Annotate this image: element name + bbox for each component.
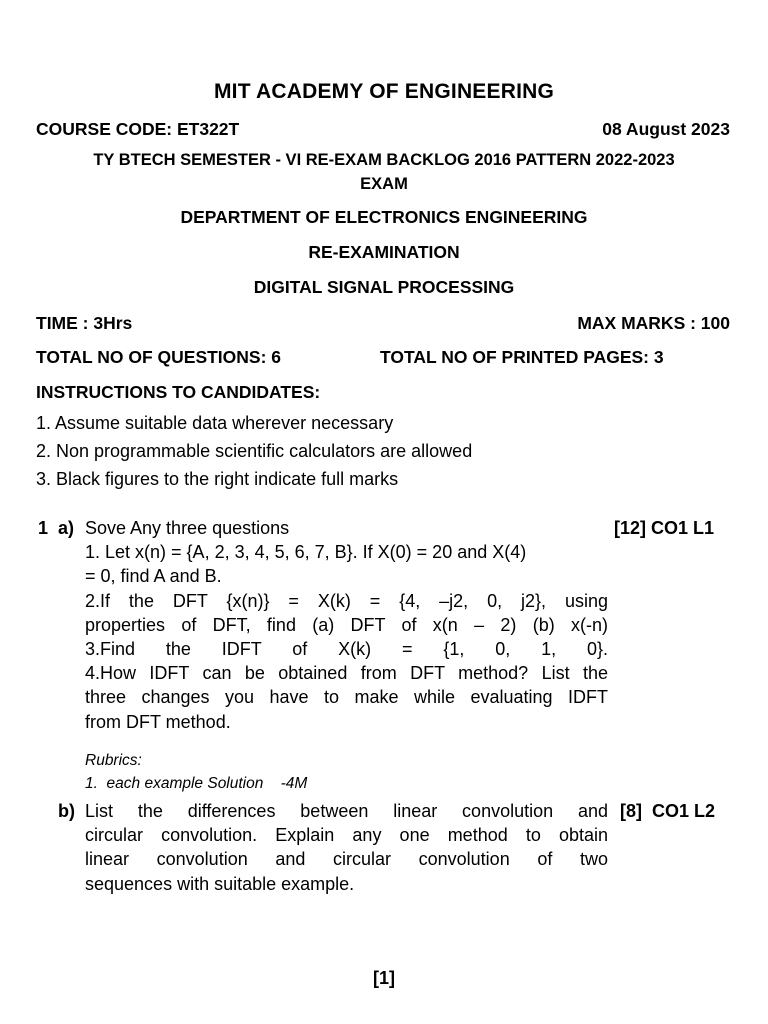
question-line: Sove Any three questions <box>85 518 290 538</box>
total-questions: TOTAL NO OF QUESTIONS: 6 <box>36 347 282 367</box>
question-line: three changes you have to make while evaluating IDFT <box>85 687 608 708</box>
instruction-item: 1. Assume suitable data wherever necessary <box>36 413 394 433</box>
question-line: from DFT method. <box>85 711 231 732</box>
exam-pattern <box>0 148 768 196</box>
question-line: List the differences between linear convolution and <box>85 801 608 821</box>
exam-type: RE-EXAMINATION <box>308 242 460 262</box>
exam-pattern-line2: EXAM <box>360 175 408 193</box>
institute-title: MIT ACADEMY OF ENGINEERING <box>213 80 555 103</box>
question-number: 1 <box>38 518 49 538</box>
page-number: [1] <box>373 968 395 988</box>
rubrics-heading: Rubrics: <box>85 752 142 769</box>
exam-date: 08 August 2023 <box>602 119 730 139</box>
department-name: DEPARTMENT OF ELECTRONICS ENGINEERING <box>180 207 588 227</box>
question-line: sequences with suitable example. <box>85 873 355 894</box>
part-b-text <box>85 799 608 896</box>
question-line: linear convolution and circular convolution of two <box>85 849 608 870</box>
part-a-label: a) <box>58 518 75 538</box>
question-line: circular convolution. Explain any one method to obtain <box>85 825 608 846</box>
course-code: COURSE CODE: ET322T <box>36 119 240 139</box>
part-b-marks: [8] CO1 L2 <box>620 801 716 821</box>
part-a-marks: [12] CO1 L1 <box>614 518 715 538</box>
part-a-text <box>85 516 608 734</box>
total-pages: TOTAL NO OF PRINTED PAGES: 3 <box>380 347 664 367</box>
question-line: properties of DFT, find (a) DFT of x(n – 2) (b) x(-n) <box>85 614 608 635</box>
rubrics-item: 1. each example Solution -4M <box>85 775 308 792</box>
exam-pattern-line1: TY BTECH SEMESTER - VI RE-EXAM BACKLOG 2016 PATTERN 2022-2023 <box>93 151 675 169</box>
exam-time: TIME : 3Hrs <box>36 313 133 333</box>
question-line: 1. Let x(n) = {A, 2, 3, 4, 5, 6, 7, B}. If X(0) = 20 and X(4) <box>85 542 527 563</box>
question-line: 3.Find the IDFT of X(k) = {1, 0, 1, 0}. <box>85 639 608 660</box>
max-marks: MAX MARKS : 100 <box>577 313 730 333</box>
subject-name: DIGITAL SIGNAL PROCESSING <box>253 277 515 297</box>
question-line: 4.How IDFT can be obtained from DFT method? List the <box>85 663 608 684</box>
question-line: = 0, find A and B. <box>85 566 222 587</box>
instruction-item: 3. Black figures to the right indicate full marks <box>36 469 399 489</box>
part-b-label: b) <box>58 801 75 821</box>
instructions-heading: INSTRUCTIONS TO CANDIDATES: <box>36 382 321 402</box>
question-line: 2.If the DFT {x(n)} = X(k) = {4, –j2, 0, j2}, using <box>85 590 608 611</box>
instruction-item: 2. Non programmable scientific calculators are allowed <box>36 441 473 461</box>
